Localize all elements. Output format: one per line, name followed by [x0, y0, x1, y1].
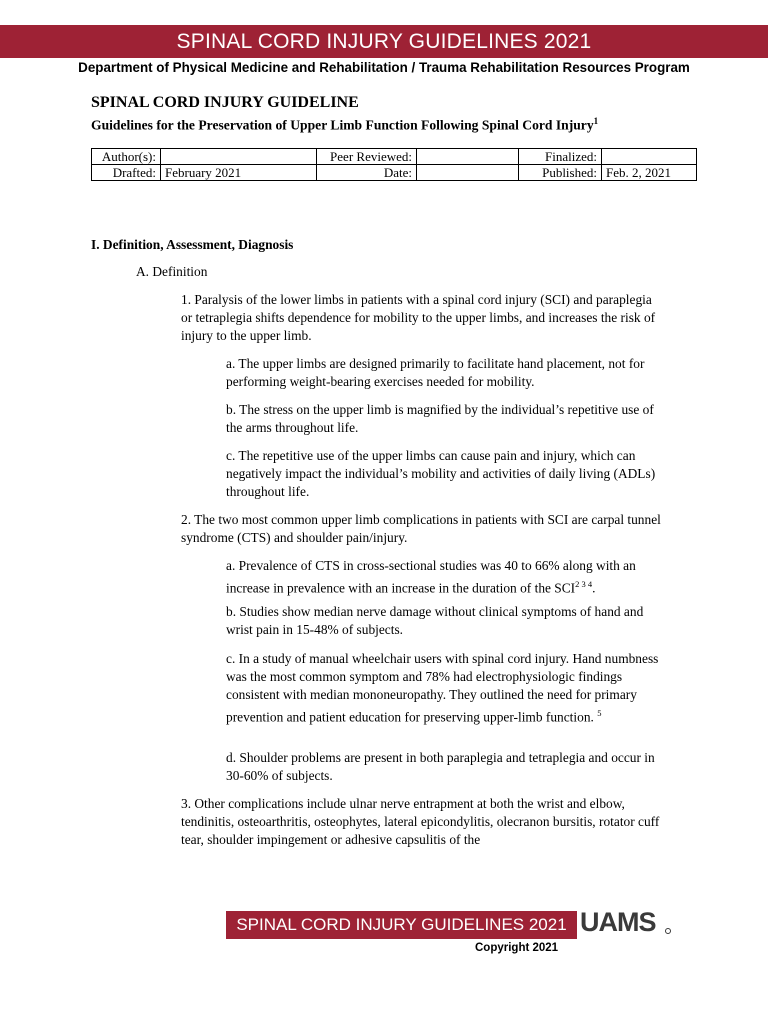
authors-value	[161, 149, 317, 165]
date-value	[417, 165, 519, 181]
department-line: Department of Physical Medicine and Rehabilitation / Trauma Rehabilitation Resources Program	[78, 60, 690, 75]
published-value: Feb. 2, 2021	[602, 165, 697, 181]
list-item-2c	[226, 650, 671, 726]
section-heading: I. Definition, Assessment, Diagnosis	[91, 237, 294, 252]
subtitle-text: Guidelines for the Preservation of Upper Limb Function Following Spinal Cord Injury	[91, 117, 594, 133]
finalized-label: Finalized:	[519, 149, 602, 165]
footer-banner: SPINAL CORD INJURY GUIDELINES 2021	[226, 911, 577, 939]
uams-logo: UAMS	[580, 907, 656, 937]
registered-mark-icon	[665, 928, 671, 934]
item-2a-text: a. Prevalence of CTS in cross-sectional studies was 40 to 66% along with an increase in prevalence with an increase in the duration of the SCI	[226, 558, 636, 596]
subsection-heading: A. Definition	[136, 264, 208, 279]
document-meta-table	[91, 148, 697, 181]
document-subtitle	[91, 116, 598, 134]
subtitle-footnote-ref: 1	[593, 116, 599, 126]
item-2c-text: c. In a study of manual wheelchair users with spinal cord injury. Hand numbness was the most common symptom and 78% had electrophysiologic findings consistent with median mononeuropathy. They outlined the need for primary prevention and patient education for preserving upper-limb function.	[226, 651, 659, 725]
date-label: Date:	[317, 165, 417, 181]
item-2c-ref: 5	[597, 708, 602, 718]
document-title: SPINAL CORD INJURY GUIDELINE	[91, 94, 359, 111]
list-item-2d: d. Shoulder problems are present in both paraplegia and tetraplegia and occur in 30-60% of subjects.	[226, 750, 655, 783]
list-item-1c: c. The repetitive use of the upper limbs can cause pain and injury, which can negatively impact the individual’s mobility and activities of daily living (ADLs) throughout life.	[226, 448, 656, 499]
list-item-2a: a. Prevalence of CTS in cross-sectional studies was 40 to 66% along with an increase in prevalence with an increase in the duration of the $SCI^{2 3 4}$.	[226, 558, 636, 596]
list-item-1: 1. Paralysis of the lower limbs in patients with a spinal cord injury (SCI) and paraplegia or tetraplegia shifts dependence for mobility to the upper limbs, and increases the risk of injury to the upper limb.	[181, 292, 656, 343]
published-label: Published:	[519, 165, 602, 181]
item-2a-refs: 2 3 4	[575, 579, 593, 589]
list-item-3: 3. Other complications include ulnar nerve entrapment at both the wrist and elbow, tendinitis, osteoarthritis, osteophytes, lateral epicondylitis, olecranon bursitis, rotator cuff tear, shoulder impingement or adhesive capsulitis of the	[181, 796, 660, 847]
list-item-1a: a. The upper limbs are designed primarily to facilitate hand placement, not for performing weight-bearing exercises needed for mobility.	[226, 356, 645, 389]
peer-reviewed-label: Peer Reviewed:	[317, 149, 417, 165]
meta-row-2	[92, 165, 697, 181]
list-item-2: 2. The two most common upper limb complications in patients with SCI are carpal tunnel syndrome (CTS) and shoulder pain/injury.	[181, 512, 661, 545]
drafted-value: February 2021	[161, 165, 317, 181]
copyright-text: Copyright 2021	[475, 942, 559, 954]
peer-reviewed-value	[417, 149, 519, 165]
list-item-2b: b. Studies show median nerve damage without clinical symptoms of hand and wrist pain in 15-48% of subjects.	[226, 604, 644, 637]
finalized-value	[602, 149, 697, 165]
header-banner: SPINAL CORD INJURY GUIDELINES 2021	[0, 25, 768, 58]
list-item-1b: b. The stress on the upper limb is magnified by the individual’s repetitive use of the arms throughout life.	[226, 402, 654, 435]
authors-label: Author(s):	[92, 149, 161, 165]
drafted-label: Drafted:	[92, 165, 161, 181]
meta-row-1	[92, 149, 697, 165]
